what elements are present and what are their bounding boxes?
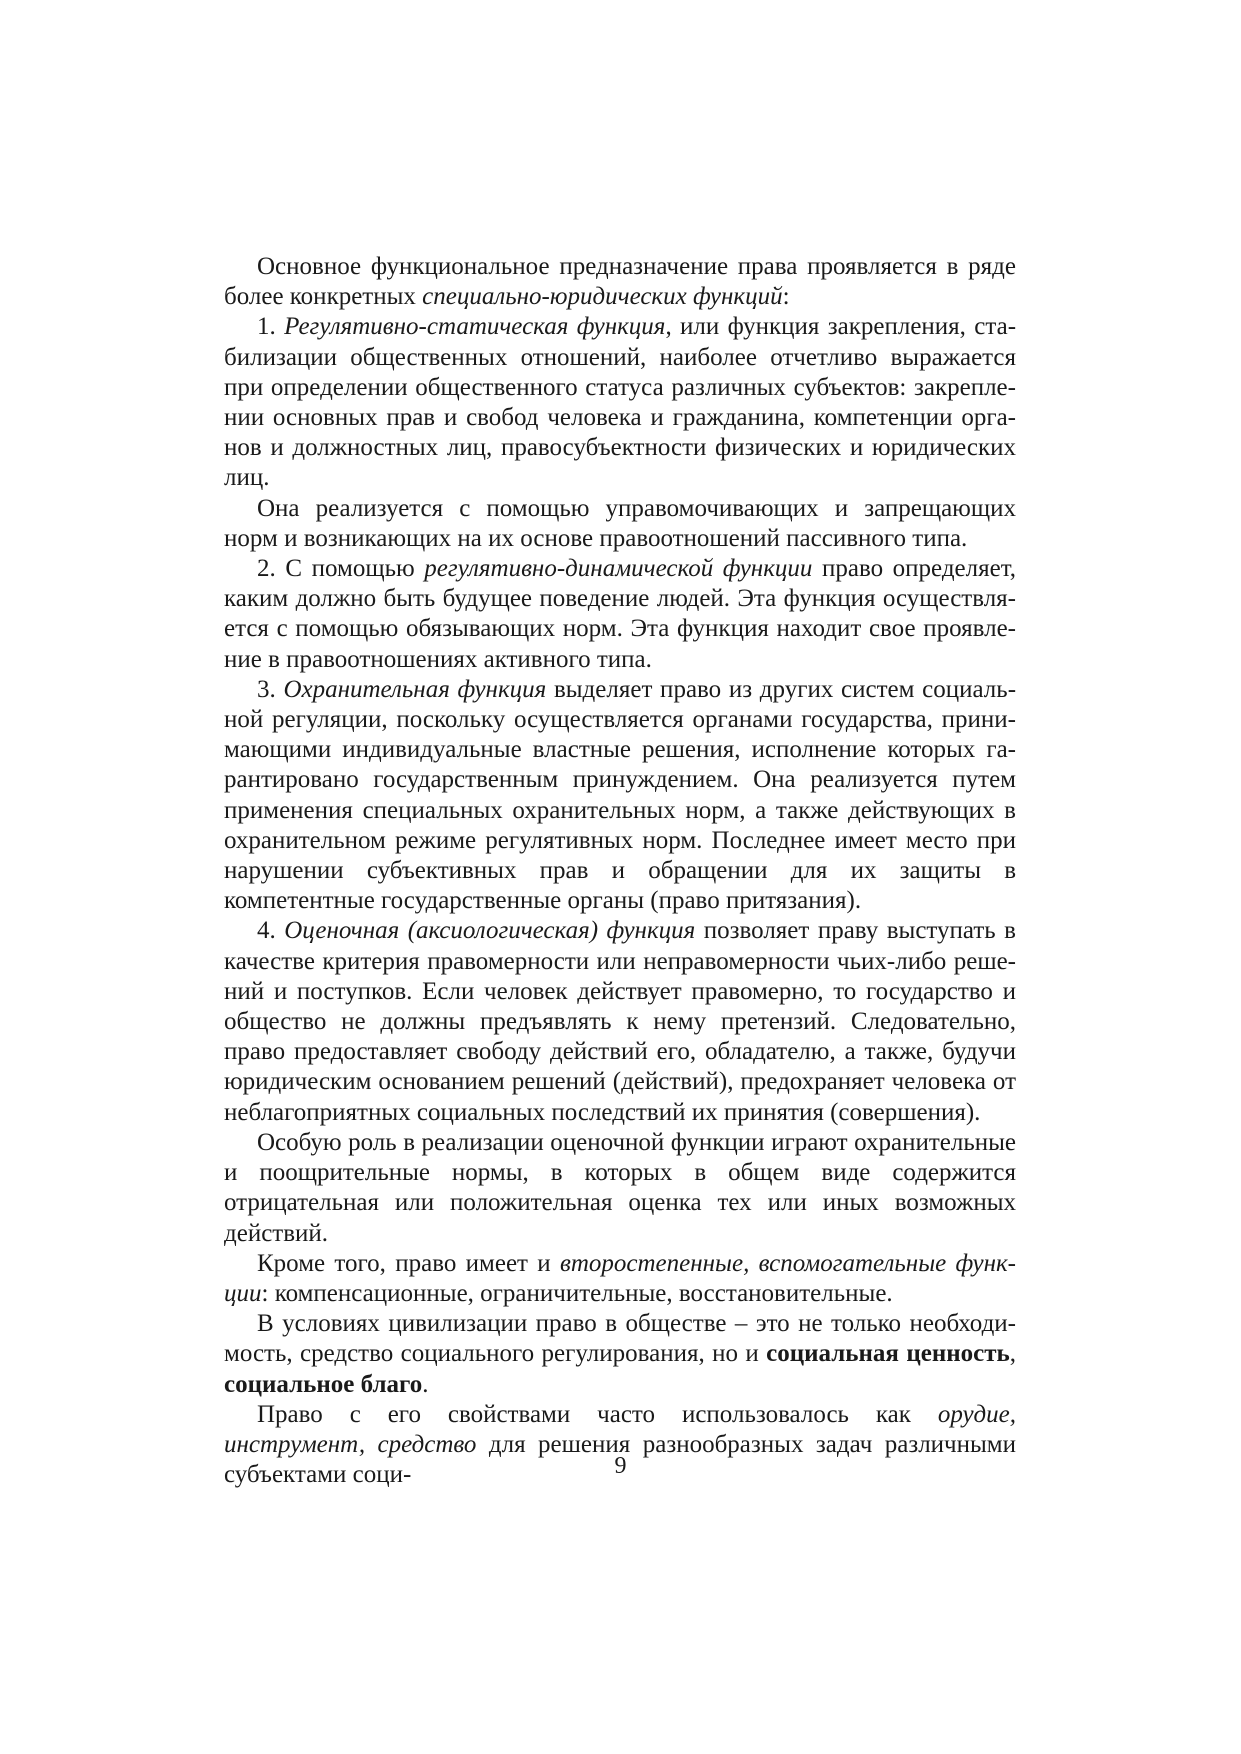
text-run: Основное функциональное предназначение права проявляется в ряде более конкретных [224,253,1016,311]
emphasis-italic: регулятивно-динамической функции [424,555,813,583]
emphasis-italic: орудие, инструмент, средство [224,1400,1016,1458]
text-run: , или функция закрепления, стабилизации общественных отношений, наиболее отчетливо выражается при определении общественного статуса различных субъектов: закреплении основных прав и свобод человека и гражданина, компетенции органов и должностных лиц, правосубъектности физических и юридических лиц. [224,313,1017,492]
paragraph-item-1-cont [224,494,1016,554]
text-run: 4. [257,917,285,945]
text-run: 2. С помощью [257,555,425,583]
text-run: право определяет, каким должно быть будущее поведение людей. Эта функция осуществляется с помощью обязывающих норм. Эта функция находит свое проявление в правоотношениях активного типа. [224,555,1017,673]
text-run: Она реализуется с помощью управомочивающих и запрещающих норм и возникающих на их основе правоотношений пассивного типа. [224,494,1016,552]
text-run: : компенсационные, ограничительные, восстановительные. [261,1279,893,1307]
text-run: позволяет праву выступать в качестве критерия правомерности или неправомерности чьих-либо решений и поступков. Если человек действует правомерно, то государство и общество не должны предъявлять к нему претензий. Следовательно, право предоставляет свободу действий его, обладателю, а также, будучи юридическим основанием решений (действий), предохраняет человека от неблагоприятных социальных последствий их принятия (совершения). [224,917,1016,1126]
paragraph-secondary [224,1249,1016,1309]
emphasis-italic: Охранительная функция [283,675,547,703]
text-run: Право с его свойствами часто использовалось как [257,1400,938,1428]
emphasis-bold: социальное благо [224,1370,423,1398]
paragraph-value [224,1309,1016,1400]
paragraph-item-2 [224,554,1016,675]
paragraph-item-4 [224,916,1016,1127]
paragraph-item-1 [224,312,1016,493]
text-run: : [782,283,790,311]
text-run: В условиях цивилизации право в обществе – это не только необходимость, средство социального регулирования, но и [224,1310,1016,1368]
page-number: 9 [614,1453,627,1479]
text-run: . [422,1370,429,1398]
text-run: Особую роль в реализации оценочной функции играют охранительные и поощрительные нормы, в которых в общем виде содержится отрицательная или положительная оценка тех или иных возможных действий. [224,1128,1016,1247]
emphasis-italic: Оценочная (аксиологическая) функция [284,917,696,945]
text-run: Кроме того, право имеет и [257,1249,560,1277]
text-run: , [1009,1340,1016,1368]
text-run: для решения разнообразных задач различными субъектами соци- [224,1430,1017,1489]
paragraph-intro [224,252,1016,312]
text-run: 3. [257,675,284,703]
text-run: выделяет право из других систем социальной регуляции, поскольку осуществляется органами государства, принимающими индивидуальные властные решения, исполнение которых гарантировано государственным принуждением. Она реализуется путем применения специальных охранительных норм, а также действующих в охранительном режиме регулятивных норм. Последнее имеет место при нарушении субъективных прав и обращении для их защиты в компетентные государственные органы (право притязания). [224,675,1017,915]
paragraph-item-3 [224,675,1016,917]
page-body [224,252,1016,1490]
emphasis-bold: социальная ценность [766,1340,1010,1368]
emphasis-italic: Регулятивно-статическая функция [284,313,666,341]
text-run: 1. [257,313,285,341]
emphasis-italic: второстепенные, вспомогательные функции [224,1249,1016,1307]
emphasis-italic: специально-юридических функций [422,283,783,311]
paragraph-item-4-cont [224,1128,1016,1249]
